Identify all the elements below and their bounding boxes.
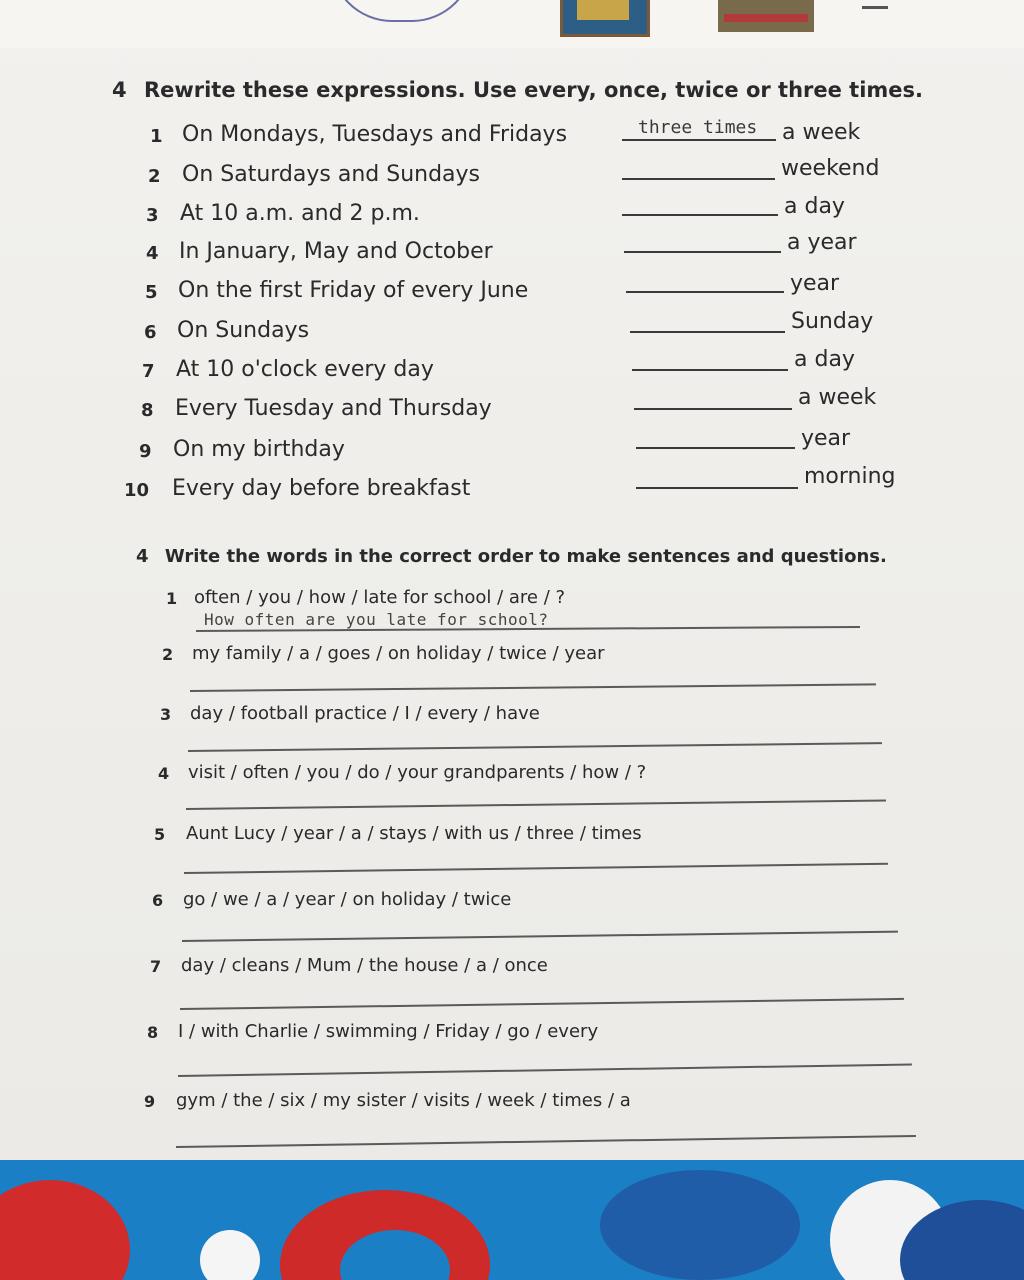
exercise1-item-suffix: a day [784,194,845,219]
exercise2-item-number: 5 [154,825,166,844]
exercise2-answer-line[interactable] [182,931,898,942]
exercise1-item-number: 9 [139,441,152,462]
exercise1-item-text: On my birthday [173,437,345,462]
exercise1-answer-blank[interactable] [622,178,775,180]
exercise1-item-suffix: a week [782,120,861,145]
exercise2-heading [136,546,887,567]
exercise1-answer-blank[interactable] [622,139,776,141]
exercise2-item-words: go / we / a / year / on holiday / twice [183,889,512,910]
exercise1-item-text: On the first Friday of every June [178,278,529,303]
exercise1-item-text: On Saturdays and Sundays [182,162,481,187]
exercise1-answer-text: three times [638,117,758,138]
exercise1-answer-blank[interactable] [624,251,781,253]
exercise1-item-text: On Sundays [177,318,310,343]
exercise1-title: Rewrite these expressions. Use every, once, twice or three times. [143,78,924,102]
exercise1-item-text: At 10 a.m. and 2 p.m. [180,201,420,226]
exercise1-item-number: 1 [150,126,163,147]
exercise2-answer-text: How often are you late for school? [204,610,549,629]
exercise2-item-words: day / cleans / Mum / the house / a / once [181,955,548,976]
classroom-illustration [718,0,814,32]
exercise1-item-suffix: a week [798,385,877,410]
exercise1-item-text: Every Tuesday and Thursday [175,396,492,421]
computer-illustration [560,0,650,37]
exercise1-answer-blank[interactable] [634,408,792,410]
exercise2-item-words: Aunt Lucy / year / a / stays / with us / three / times [186,823,642,844]
exercise1-item-number: 10 [124,480,150,501]
exercise1-item-suffix: weekend [781,156,880,181]
exercise2-answer-line[interactable] [184,863,888,874]
exercise2-item-words: my family / a / goes / on holiday / twice / year [192,643,605,664]
fabric-background [0,1160,1024,1280]
exercise2-item-number: 4 [158,764,170,783]
exercise2-item-words: often / you / how / late for school / are / ? [194,587,566,608]
exercise1-item-text: At 10 o'clock every day [176,357,434,382]
exercise1-item-number: 3 [146,205,159,226]
exercise2-item-words: I / with Charlie / swimming / Friday / go / every [178,1021,599,1042]
exercise1-answer-blank[interactable] [630,331,785,333]
exercise1-item-text: In January, May and October [179,239,493,264]
exercise2-title: Write the words in the correct order to make sentences and questions. [164,546,887,567]
exercise2-answer-line[interactable] [180,998,904,1010]
exercise1-item-suffix: a day [794,347,855,372]
exercise1-item-text: Every day before breakfast [172,476,471,501]
exercise2-answer-line[interactable] [176,1135,916,1148]
exercise1-item-number: 4 [146,243,159,264]
exercise1-answer-blank[interactable] [636,447,795,449]
exercise1-item-text: On Mondays, Tuesdays and Fridays [182,122,568,147]
exercise2-answer-line[interactable] [186,799,886,810]
exercise1-item-suffix: morning [804,464,896,489]
exercise2-item-number: 3 [160,705,172,724]
exercise1-heading [112,78,923,102]
exercise1-item-suffix: a year [787,230,857,255]
exercise2-item-number: 6 [152,891,164,910]
exercise2-item-words: gym / the / six / my sister / visits / week / times / a [176,1090,631,1111]
exercise2-answer-line[interactable] [190,683,876,692]
exercise1-answer-blank[interactable] [636,487,798,489]
exercise2-item-number: 8 [147,1023,159,1042]
exercise1-item-number: 2 [148,166,161,187]
exercise2-item-number: 9 [144,1092,156,1111]
exercise1-item-number: 8 [141,400,154,421]
exercise1-item-number: 5 [145,282,158,303]
exercise1-answer-blank[interactable] [632,369,788,371]
exercise1-item-number: 6 [144,322,157,343]
exercise2-item-words: day / football practice / I / every / have [190,703,540,724]
exercise2-item-number: 7 [150,957,162,976]
exercise1-number: 4 [112,78,127,102]
exercise1-answer-blank[interactable] [626,291,784,293]
exercise1-item-number: 7 [142,361,155,382]
exercise1-item-suffix: year [790,271,840,296]
exercise2-answer-line[interactable] [178,1063,912,1077]
exercise1-answer-blank[interactable] [622,214,778,216]
exercise1-item-suffix: Sunday [791,309,874,334]
exercise2-number: 4 [136,546,149,567]
exercise2-item-number: 1 [166,589,178,608]
exercise2-answer-line[interactable] [188,742,882,752]
dash-mark [862,6,888,9]
exercise2-item-number: 2 [162,645,174,664]
exercise1-item-suffix: year [801,426,851,451]
exercise2-item-words: visit / often / you / do / your grandparents / how / ? [188,762,647,783]
